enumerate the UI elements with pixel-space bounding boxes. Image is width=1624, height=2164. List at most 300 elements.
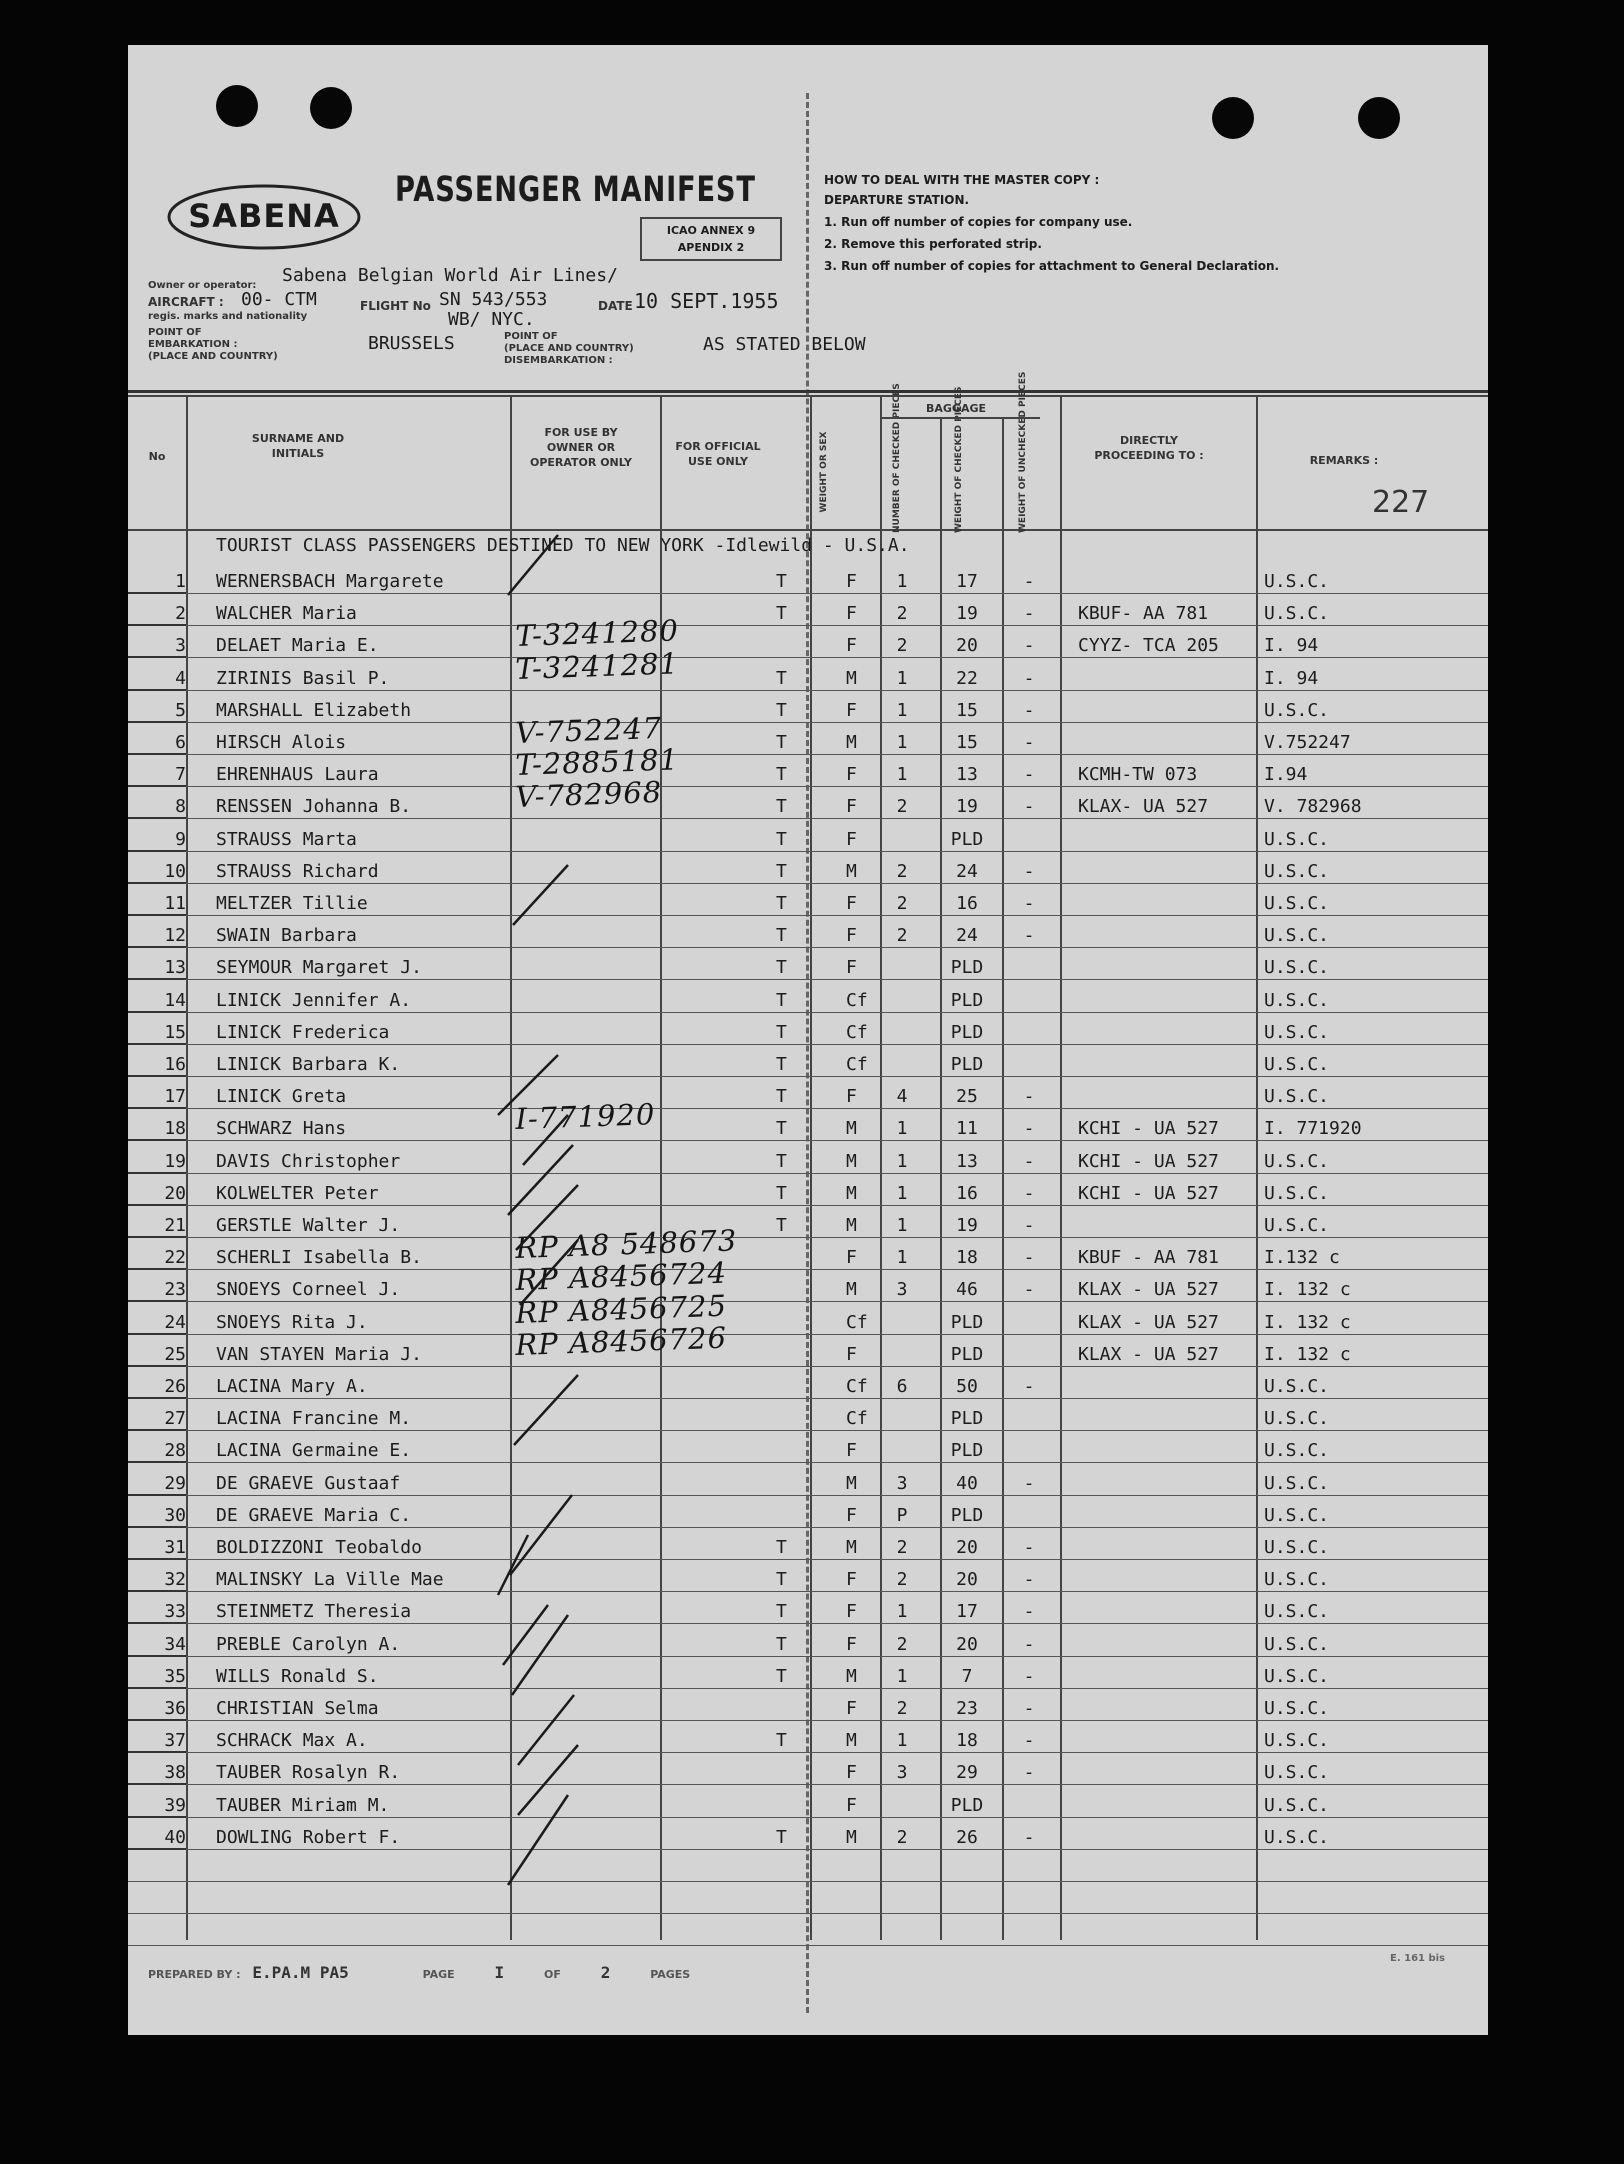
passenger-number: 19 [128,1151,186,1174]
remarks: U.S.C. [1264,1408,1330,1430]
passenger-sex: F [846,1601,857,1623]
col-weight-sex: WEIGHT OR SEX [819,431,829,513]
passenger-name: VAN STAYEN Maria J. [216,1343,422,1365]
handwritten-annotation: I-771920 [514,1097,656,1137]
aircraft-label: AIRCRAFT : [148,295,224,309]
unchecked-weight: - [1023,764,1035,786]
remarks: U.S.C. [1264,1054,1330,1075]
checked-weight: PLD [950,1440,984,1462]
page-stamp-number: 227 [1372,485,1430,520]
form-footer [148,1963,690,1982]
passenger-number: 27 [128,1408,186,1431]
unchecked-weight: - [1023,1762,1035,1784]
checked-pieces: 1 [896,1247,908,1269]
checked-pieces: 1 [896,1601,908,1623]
unchecked-weight: - [1023,1118,1035,1140]
checked-weight: PLD [950,1794,984,1816]
class-code: T [776,1215,787,1236]
checked-weight: 17 [956,571,978,592]
passenger-name: MELTZER Tillie [216,893,368,914]
embark-label: POINT OF [148,327,202,338]
handwritten-annotation: RP A8456726 [514,1320,728,1362]
passenger-name: PREBLE Carolyn A. [216,1633,401,1655]
passenger-number: 33 [128,1601,186,1624]
unchecked-weight: - [1023,1150,1035,1172]
passenger-number: 10 [128,861,186,884]
passenger-name: MARSHALL Elizabeth [216,699,412,721]
remarks: U.S.C. [1264,1569,1330,1591]
checked-pieces: 1 [896,1118,908,1140]
passenger-sex: F [846,1698,857,1719]
page-title: PASSENGER MANIFEST [395,170,756,210]
prepared-label: PREPARED BY : [148,1968,241,1981]
remarks: U.S.C. [1264,1698,1330,1719]
class-code: T [776,1054,787,1075]
proceeding-to: KLAX- UA 527 [1078,796,1209,818]
passenger-sex: F [846,635,857,657]
remarks: U.S.C. [1264,1472,1330,1494]
howto-line: DEPARTURE STATION. [824,193,970,207]
class-code: T [776,1569,787,1591]
passenger-number: 26 [128,1376,186,1399]
remarks: I.94 [1264,764,1308,786]
remarks: I. 132 c [1264,1311,1351,1333]
checked-weight: 26 [956,1826,978,1848]
passenger-name: WERNERSBACH Margarete [216,571,444,592]
passenger-name: TAUBER Rosalyn R. [216,1762,401,1784]
checked-pieces: 1 [896,1182,908,1204]
remarks: U.S.C. [1264,1601,1330,1623]
passenger-number: 32 [128,1569,186,1592]
passenger-name: RENSSEN Johanna B. [216,796,412,818]
passenger-name: SEYMOUR Margaret J. [216,957,422,979]
proceeding-to: KBUF - AA 781 [1078,1247,1219,1269]
pages-label: PAGES [650,1968,691,1981]
passenger-number: 1 [128,571,186,594]
remarks: U.S.C. [1264,1762,1330,1784]
col-baggage: BAGGAGE [925,402,986,415]
remarks: U.S.C. [1264,603,1330,625]
checked-pieces: 1 [896,764,908,786]
class-code: T [776,603,787,625]
remarks: I. 94 [1264,667,1319,689]
aircraft-sublabel: regis. marks and nationality [148,311,308,322]
baggage-divider [880,417,1040,419]
passenger-name: LINICK Jennifer A. [216,989,412,1011]
checked-weight: 17 [956,1601,978,1623]
passenger-name: GERSTLE Walter J. [216,1215,401,1236]
remarks: U.S.C. [1264,1794,1330,1816]
class-code: T [776,1633,787,1655]
flight-value-2: WB/ NYC. [448,309,535,330]
check-marks [438,515,1038,1915]
disembark-value: AS STATED BELOW [703,334,866,355]
prepared-value: E.PA.M PA5 [252,1963,349,1982]
logo-text: SABENA [188,197,340,235]
passenger-sex: M [846,860,857,882]
checked-pieces: 2 [896,1633,908,1655]
checked-weight: 16 [956,1182,978,1204]
passenger-name: STRAUSS Marta [216,828,357,850]
tourist-class-line: TOURIST CLASS PASSENGERS DESTINED TO NEW YORK -Idlewild - U.S.A. [216,535,910,556]
class-code: T [776,957,787,979]
checked-weight: PLD [950,1504,984,1526]
passenger-number: 20 [128,1183,186,1206]
passenger-sex: F [846,603,857,625]
checked-weight: 23 [956,1698,978,1719]
remarks: U.S.C. [1264,1215,1330,1236]
proceeding-to: KCHI - UA 527 [1078,1182,1219,1204]
remarks: U.S.C. [1264,699,1330,721]
remarks: U.S.C. [1264,1537,1330,1558]
howto-line: 1. Run off number of copies for company use. [824,215,1133,229]
passenger-number: 16 [128,1054,186,1077]
checked-pieces: 2 [896,635,908,657]
passenger-name: TAUBER Miriam M. [216,1794,390,1816]
unchecked-weight: - [1023,699,1035,721]
remarks: V. 782968 [1264,796,1362,818]
passenger-number: 6 [128,732,186,755]
class-code: T [776,1537,787,1558]
passenger-sex: F [846,796,857,818]
class-code: T [776,989,787,1011]
checked-weight: PLD [950,989,984,1011]
passenger-name: LINICK Frederica [216,1021,390,1043]
class-code: T [776,1086,787,1108]
passenger-sex: F [846,764,857,786]
class-code: T [776,1730,787,1752]
checked-pieces: P [896,1504,908,1526]
checked-weight: PLD [950,1021,984,1043]
unchecked-weight: - [1023,1279,1035,1301]
class-code: T [776,732,787,753]
checked-weight: 50 [956,1376,978,1397]
date-label: DATE [598,299,633,313]
class-code: T [776,1150,787,1172]
remarks: U.S.C. [1264,1633,1330,1655]
passenger-name: SCHWARZ Hans [216,1118,347,1140]
passenger-number: 29 [128,1473,186,1496]
class-code: T [776,1601,787,1623]
proceeding-to: KLAX - UA 527 [1078,1311,1219,1333]
passenger-sex: F [846,1440,857,1462]
remarks: U.S.C. [1264,1730,1330,1752]
remarks: U.S.C. [1264,1665,1330,1687]
passenger-sex: Cf [846,1376,868,1397]
unchecked-weight: - [1023,1730,1035,1752]
class-code: T [776,860,787,882]
col-wt-unchecked: WEIGHT OF UNCHECKED PIECES [1018,371,1028,533]
checked-pieces: 2 [896,925,908,947]
col-no: No [148,450,166,463]
icao-box [640,217,782,261]
checked-weight: 20 [956,1537,978,1558]
empty-row-rule [128,1945,1488,1946]
passenger-sex: F [846,699,857,721]
form-code: E. 161 bis [1390,1953,1446,1964]
handwritten-annotation: RP A8456725 [514,1288,728,1330]
passenger-number: 31 [128,1537,186,1560]
checked-weight: 19 [956,603,978,625]
checked-weight: 20 [956,1569,978,1591]
remarks: V.752247 [1264,732,1351,753]
passenger-number: 8 [128,796,186,819]
class-code: T [776,1118,787,1140]
passenger-number: 13 [128,957,186,980]
embark-value: BRUSSELS [368,333,455,354]
checked-weight: PLD [950,1408,984,1430]
checked-weight: 24 [956,925,978,947]
passenger-name: DAVIS Christopher [216,1150,401,1172]
proceeding-to: KCHI - UA 527 [1078,1118,1219,1140]
icao-line-1: ICAO ANNEX 9 [666,224,756,237]
class-code: T [776,571,787,592]
checked-weight: PLD [950,1054,984,1075]
checked-weight: 29 [956,1762,978,1784]
passenger-name: SCHRACK Max A. [216,1730,368,1752]
remarks: U.S.C. [1264,893,1330,914]
punch-hole [310,87,352,129]
of-value: 2 [600,1963,611,1982]
remarks: U.S.C. [1264,1086,1330,1108]
passenger-number: 14 [128,990,186,1013]
checked-pieces: 2 [896,893,908,914]
passenger-name: LINICK Barbara K. [216,1054,401,1075]
checked-weight: 25 [956,1086,978,1108]
unchecked-weight: - [1023,1569,1035,1591]
passenger-name: KOLWELTER Peter [216,1182,379,1204]
class-code: T [776,667,787,689]
unchecked-weight: - [1023,1247,1035,1269]
passenger-sex: Cf [846,989,868,1011]
passenger-number: 28 [128,1440,186,1463]
unchecked-weight: - [1023,925,1035,947]
passenger-name: WILLS Ronald S. [216,1665,379,1687]
passenger-sex: F [846,828,857,850]
checked-weight: 46 [956,1279,978,1301]
embark-label: EMBARKATION : [148,339,238,350]
passenger-sex: Cf [846,1021,868,1043]
remarks: U.S.C. [1264,925,1330,947]
col-remarks: REMARKS : [1309,454,1379,467]
handwritten-annotation: V-782968 [514,775,663,815]
checked-weight: 15 [956,732,978,753]
table-top-border [128,390,1488,393]
icao-line-2: APENDIX 2 [677,241,745,254]
passenger-sex: F [846,1086,857,1108]
unchecked-weight: - [1023,1826,1035,1848]
unchecked-weight: - [1023,1633,1035,1655]
checked-pieces: 2 [896,1698,908,1719]
passenger-sex: F [846,1343,857,1365]
passenger-name: DE GRAEVE Gustaaf [216,1472,401,1494]
checked-weight: 40 [956,1472,978,1494]
checked-pieces: 4 [896,1086,908,1108]
passenger-name: SCHERLI Isabella B. [216,1247,422,1269]
col-directly-proceeding: DIRECTLY PROCEEDING TO : [1094,434,1204,462]
unchecked-weight: - [1023,860,1035,882]
passenger-name: LACINA Mary A. [216,1376,368,1397]
remarks: U.S.C. [1264,1826,1330,1848]
class-code: T [776,1826,787,1848]
passenger-number: 18 [128,1118,186,1141]
checked-weight: 20 [956,1633,978,1655]
proceeding-to: KCMH-TW 073 [1078,764,1198,786]
checked-weight: PLD [950,957,984,979]
passenger-sex: F [846,1762,857,1784]
passenger-number: 40 [128,1827,186,1850]
class-code: T [776,925,787,947]
checked-weight: 16 [956,893,978,914]
date-value: 10 SEPT.1955 [634,289,779,313]
checked-pieces: 1 [896,732,908,753]
passenger-number: 37 [128,1730,186,1753]
passenger-sex: F [846,1247,857,1269]
passenger-number: 24 [128,1312,186,1335]
remarks: U.S.C. [1264,1021,1330,1043]
flight-value: SN 543/553 [439,289,548,310]
passenger-number: 39 [128,1795,186,1818]
passenger-name: SNOEYS Corneel J. [216,1279,401,1301]
checked-pieces: 3 [896,1472,908,1494]
class-code: T [776,893,787,914]
checked-pieces: 2 [896,1537,908,1558]
handwritten-annotation: RP A8456724 [514,1256,728,1298]
class-code: T [776,699,787,721]
punch-hole [1358,97,1400,139]
passenger-number: 9 [128,829,186,852]
checked-pieces: 1 [896,1150,908,1172]
passenger-sex: M [846,1730,857,1752]
unchecked-weight: - [1023,1086,1035,1108]
checked-pieces: 1 [896,571,908,592]
sabena-logo [166,183,362,251]
proceeding-to: CYYZ- TCA 205 [1078,635,1219,657]
unchecked-weight: - [1023,1698,1035,1719]
checked-pieces: 1 [896,699,908,721]
passenger-sex: F [846,925,857,947]
passenger-name: CHRISTIAN Selma [216,1698,379,1719]
passenger-name: SNOEYS Rita J. [216,1311,368,1333]
class-code: T [776,1182,787,1204]
passenger-sex: F [846,1569,857,1591]
checked-weight: 24 [956,860,978,882]
passenger-name: LACINA Francine M. [216,1408,412,1430]
passenger-name: DE GRAEVE Maria C. [216,1504,412,1526]
passenger-name: MALINSKY La Ville Mae [216,1569,444,1591]
passenger-number: 4 [128,668,186,691]
howto-line: 2. Remove this perforated strip. [824,237,1042,251]
passenger-sex: F [846,1633,857,1655]
remarks: U.S.C. [1264,1440,1330,1462]
remarks: U.S.C. [1264,1504,1330,1526]
disembark-label: POINT OF [504,331,558,342]
handwritten-annotation: T-3241281 [514,645,680,686]
class-code: T [776,796,787,818]
remarks: U.S.C. [1264,828,1330,850]
passenger-number: 12 [128,925,186,948]
unchecked-weight: - [1023,893,1035,914]
howto-line: 3. Run off number of copies for attachment to General Declaration. [824,259,1280,273]
remarks: U.S.C. [1264,860,1330,882]
proceeding-to: KLAX - UA 527 [1078,1343,1219,1365]
passenger-name: HIRSCH Alois [216,732,347,753]
class-code: T [776,828,787,850]
passenger-name: DELAET Maria E. [216,635,379,657]
passenger-sex: Cf [846,1311,868,1333]
passenger-sex: F [846,1794,857,1816]
checked-weight: 22 [956,667,978,689]
handwritten-annotation: T-3241280 [514,613,680,654]
unchecked-weight: - [1023,1215,1035,1236]
checked-weight: 18 [956,1730,978,1752]
passenger-number: 35 [128,1666,186,1689]
passenger-name: STEINMETZ Theresia [216,1601,412,1623]
passenger-sex: M [846,1182,857,1204]
unchecked-weight: - [1023,1182,1035,1204]
passenger-sex: Cf [846,1408,868,1430]
checked-weight: 13 [956,764,978,786]
remarks: I.132 c [1264,1247,1340,1269]
remarks: U.S.C. [1264,1376,1330,1397]
passenger-name: STRAUSS Richard [216,860,379,882]
unchecked-weight: - [1023,1537,1035,1558]
checked-weight: 19 [956,1215,978,1236]
passenger-sex: M [846,1826,857,1848]
disembark-label: DISEMBARKATION : [504,355,613,366]
passenger-sex: M [846,1150,857,1172]
class-code: T [776,764,787,786]
passenger-number: 23 [128,1279,186,1302]
remarks: I. 94 [1264,635,1319,657]
col-owner-use: FOR USE BY OWNER OR OPERATOR ONLY [529,426,633,469]
remarks: I. 771920 [1264,1118,1362,1140]
checked-weight: 19 [956,796,978,818]
owner-label: Owner or operator: [148,280,257,291]
col-surname: SURNAME AND INITIALS [251,432,345,460]
handwritten-annotation: RP A8 548673 [514,1223,738,1266]
checked-weight: 20 [956,635,978,657]
remarks: I. 132 c [1264,1343,1351,1365]
unchecked-weight: - [1023,667,1035,689]
handwritten-annotation: T-2885181 [514,742,680,783]
checked-weight: PLD [950,1311,984,1333]
checked-weight: PLD [950,1343,984,1365]
passenger-number: 17 [128,1086,186,1109]
passenger-number: 2 [128,603,186,626]
col-wt-checked: WEIGHT OF CHECKED PIECES [954,386,964,533]
passenger-sex: F [846,571,857,592]
punch-hole [1212,97,1254,139]
table-top-border [128,395,1488,397]
handwritten-annotation: V-752247 [514,710,663,750]
checked-pieces: 3 [896,1762,908,1784]
aircraft-value: 00- CTM [241,289,317,310]
passenger-name: DOWLING Robert F. [216,1826,401,1848]
passenger-name: BOLDIZZONI Teobaldo [216,1537,422,1558]
checked-pieces: 2 [896,603,908,625]
class-code: T [776,1021,787,1043]
passenger-number: 30 [128,1505,186,1528]
passenger-number: 34 [128,1634,186,1657]
passenger-number: 15 [128,1022,186,1045]
checked-weight: 15 [956,699,978,721]
manifest-sheet [128,45,1488,2035]
passenger-sex: M [846,732,857,753]
passenger-sex: M [846,1279,857,1301]
passenger-number: 25 [128,1344,186,1367]
passenger-sex: M [846,667,857,689]
